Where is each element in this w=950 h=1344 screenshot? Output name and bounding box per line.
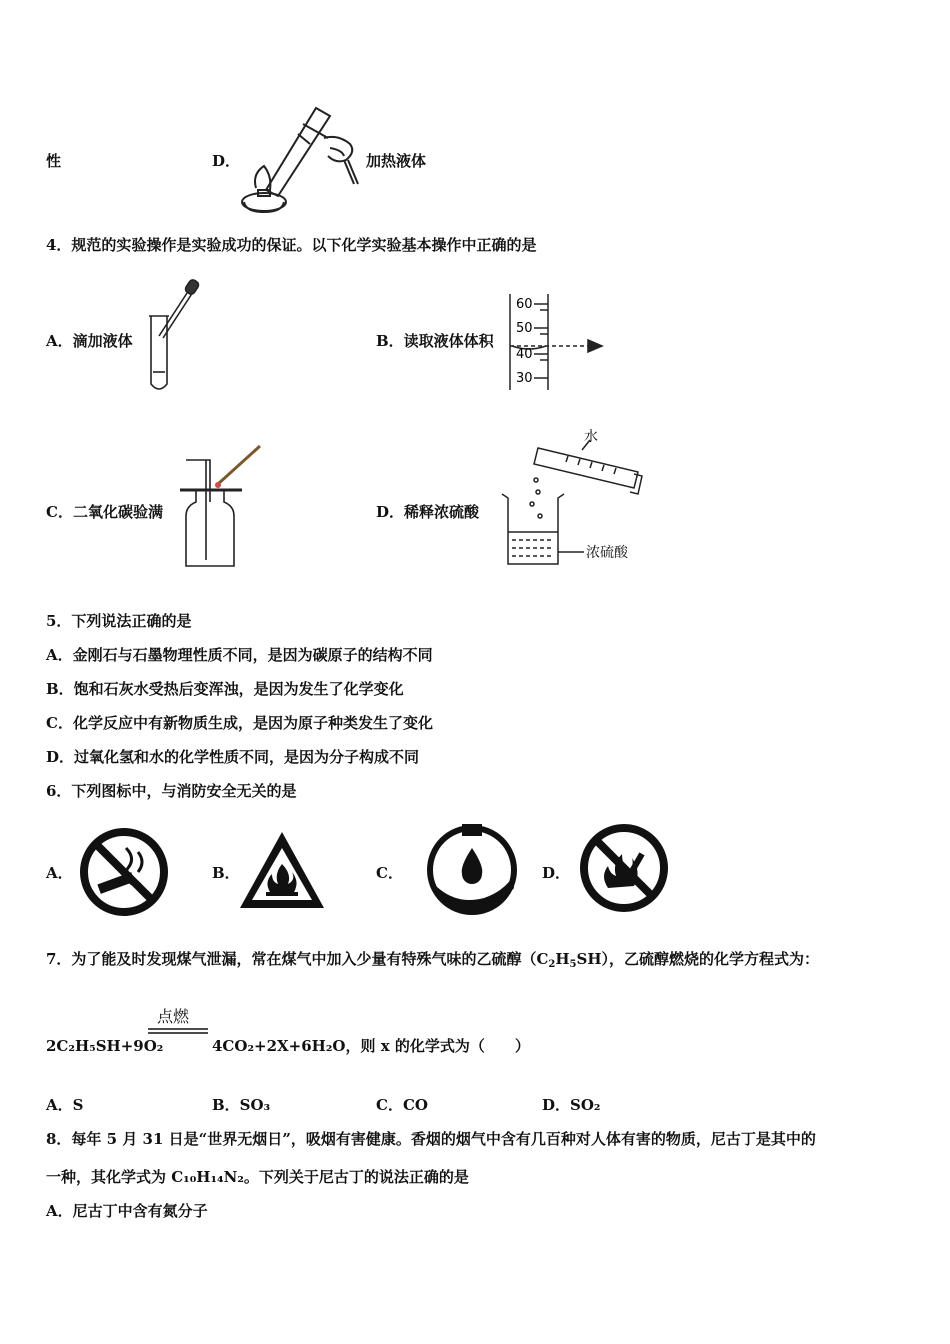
- q6-option-a: A．: [46, 864, 73, 882]
- q7-stem-post: SH），乙硫醇燃烧的化学方程式为：: [576, 950, 820, 968]
- reaction-condition: 点燃: [157, 1007, 190, 1026]
- q5-option-c: C．化学反应中有新物质生成，是因为原子种类发生了变化: [46, 714, 433, 732]
- label-water: 水: [584, 429, 598, 445]
- no-fire-sign: [578, 822, 670, 914]
- q7-option-a: A．S: [46, 1096, 84, 1114]
- q7-option-d: D．SO₂: [542, 1096, 601, 1114]
- q8-stem-line1: 8．每年 5 月 31 日是“世界无烟日”，吸烟有害健康。香烟的烟气中含有几百种对人体有害的物质，尼古丁是其中的: [46, 1130, 816, 1148]
- q3-option-d-letter: D．: [212, 152, 241, 170]
- tick-40: 40: [516, 347, 533, 362]
- q7-equation-left: 2C₂H₅SH+9O₂: [46, 1037, 164, 1055]
- q8-stem-line2: 一种，其化学式为 C₁₀H₁₄N₂。下列关于尼古丁的说法正确的是: [46, 1168, 469, 1186]
- q6-option-d: D．: [542, 864, 571, 882]
- q4-stem: 4．规范的实验操作是实验成功的保证。以下化学实验基本操作中正确的是: [46, 236, 537, 254]
- q7-equation-right: 4CO₂+2X+6H₂O，则 x 的化学式为（ ）: [212, 1037, 530, 1055]
- dropper-figure: [145, 274, 205, 394]
- water-saving-sign: [424, 822, 520, 918]
- q7-option-b: B．SO₃: [212, 1096, 271, 1114]
- co2-test-figure: [176, 442, 266, 572]
- q3-fragment: 性: [46, 152, 62, 170]
- q5-option-b: B．饱和石灰水受热后变浑浊，是因为发生了化学变化: [46, 680, 404, 698]
- heating-liquid-figure: [238, 104, 358, 214]
- q3-option-d-text: 加热液体: [366, 152, 427, 170]
- q5-stem: 5．下列说法正确的是: [46, 612, 192, 630]
- q6-option-b: B．: [212, 864, 240, 882]
- dilution-figure: [498, 428, 658, 568]
- no-smoking-sign: [78, 826, 170, 918]
- q4-option-a: A．滴加液体: [46, 332, 133, 350]
- q4-option-c: C．二氧化碳验满: [46, 503, 163, 521]
- tick-60: 60: [516, 297, 533, 312]
- q7-option-c: C．CO: [376, 1096, 428, 1114]
- tick-50: 50: [516, 321, 533, 336]
- q6-option-c: C．: [376, 864, 403, 882]
- q4-option-b: B．读取液体体积: [376, 332, 494, 350]
- q7-stem-pre: 7．为了能及时发现煤气泄漏，常在煤气中加入少量有特殊气味的乙硫醇（C: [46, 950, 549, 968]
- reaction-arrow: [148, 1028, 208, 1036]
- q5-option-a: A．金刚石与石墨物理性质不同，是因为碳原子的结构不同: [46, 646, 433, 664]
- q7-stem: 7．为了能及时发现煤气泄漏，常在煤气中加入少量有特殊气味的乙硫醇$(C_2H_5SH)$，乙硫醇燃烧的化学方程式为：: [46, 950, 820, 970]
- q8-option-a: A．尼古丁中含有氮分子: [46, 1202, 208, 1220]
- flammable-sign: [236, 828, 328, 912]
- q5-option-d: D．过氧化氢和水的化学性质不同，是因为分子构成不同: [46, 748, 420, 766]
- tick-30: 30: [516, 371, 533, 386]
- q6-stem: 6．下列图标中，与消防安全无关的是: [46, 782, 297, 800]
- label-conc-acid: 浓硫酸: [586, 545, 628, 561]
- graduated-cylinder-figure: [508, 292, 608, 392]
- q4-option-d: D．稀释浓硫酸: [376, 503, 480, 521]
